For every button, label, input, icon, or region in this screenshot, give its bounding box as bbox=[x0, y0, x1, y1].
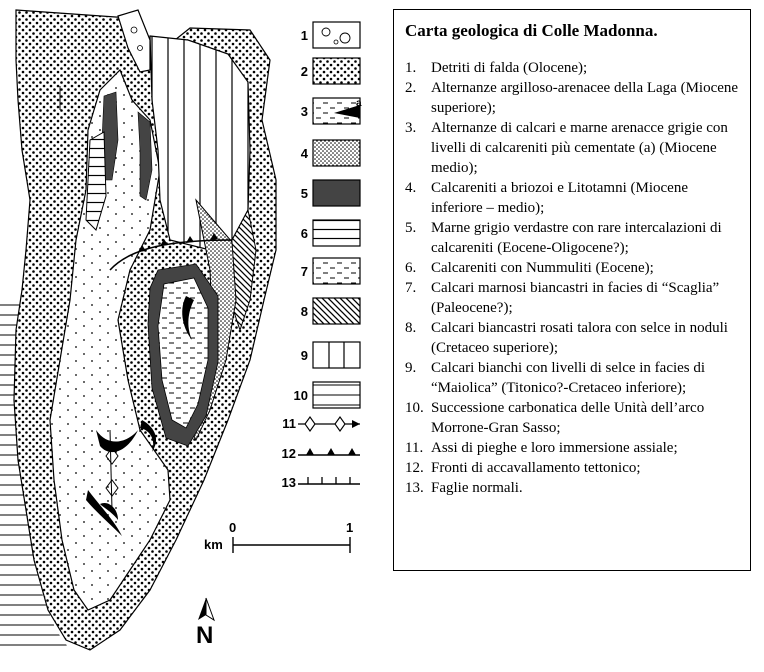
scale-start-label: 0 bbox=[229, 520, 237, 535]
legend-item: 4. Calcareniti a briozoi e Litotamni (Miocene inferiore – medio); bbox=[405, 180, 688, 216]
legend-item: 7. Calcari marnosi biancastri in facies di “Scaglia” (Paleocene?); bbox=[405, 280, 720, 316]
legend-list bbox=[405, 58, 740, 498]
legend-item: 11. Assi di pieghe e loro immersione assiale; bbox=[405, 440, 678, 456]
north-label: N bbox=[196, 622, 214, 649]
north-arrow bbox=[198, 598, 214, 620]
swatch-label-6: 6 bbox=[300, 226, 308, 241]
legend-item: 10. Successione carbonatica delle Unità dell’arco Morrone-Gran Sasso; bbox=[405, 400, 705, 436]
legend-box bbox=[393, 9, 751, 571]
swatch-marker-a: a bbox=[356, 98, 362, 109]
swatch-label-12: 12 bbox=[281, 446, 296, 461]
scale-end-label: 1 bbox=[346, 520, 354, 535]
swatch-label-13: 13 bbox=[281, 475, 296, 490]
legend-item: 13. Faglie normali. bbox=[405, 480, 523, 496]
swatch-label-8: 8 bbox=[300, 304, 308, 319]
legend-item: 3. Alternanze di calcari e marne arenacce grigie con livelli di calcareniti più cementate (a) (Miocene medio); bbox=[405, 120, 728, 176]
legend-item: 12. Fronti di accavallamento tettonico; bbox=[405, 460, 641, 476]
legend-item: 6. Calcareniti con Nummuliti (Eocene); bbox=[405, 260, 654, 276]
legend-item: 2. Alternanze argilloso-arenacee della Laga (Miocene superiore); bbox=[405, 80, 739, 116]
legend-swatches bbox=[298, 22, 360, 484]
scale-unit-label: km bbox=[204, 537, 223, 552]
legend-item: 8. Calcari biancastri rosati talora con selce in noduli (Cretaceo superiore); bbox=[405, 320, 728, 356]
scale-bar bbox=[233, 537, 350, 553]
swatch-label-3: 3 bbox=[300, 104, 308, 119]
swatch-label-7: 7 bbox=[300, 264, 308, 279]
swatch-label-11: 11 bbox=[282, 416, 296, 431]
legend-item: 9. Calcari bianchi con livelli di selce in facies di “Maiolica” (Titonico?-Cretaceo inferiore); bbox=[405, 360, 706, 396]
swatch-label-5: 5 bbox=[300, 186, 308, 201]
legend-item: 1. Detriti di falda (Olocene); bbox=[405, 60, 588, 76]
swatch-label-10: 10 bbox=[293, 388, 308, 403]
swatch-label-9: 9 bbox=[300, 348, 308, 363]
swatch-label-2: 2 bbox=[300, 64, 308, 79]
legend-title: Carta geologica di Colle Madonna. bbox=[405, 21, 658, 40]
swatch-label-1: 1 bbox=[300, 28, 308, 43]
swatch-label-4: 4 bbox=[300, 146, 308, 161]
legend-item: 5. Marne grigio verdastre con rare intercalazioni di calcareniti (Eocene-Oligocene?); bbox=[405, 220, 722, 256]
